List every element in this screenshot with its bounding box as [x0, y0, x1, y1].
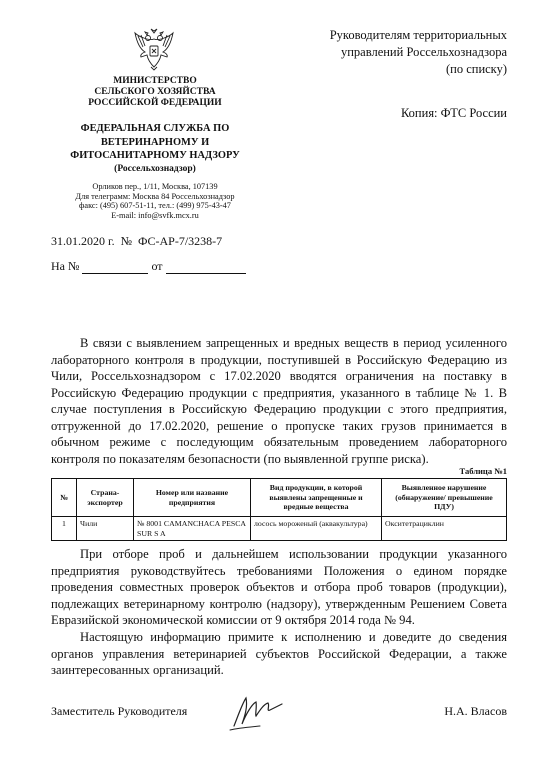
table-cell: 1: [52, 517, 77, 541]
handwritten-signature: [226, 686, 286, 736]
table-cell: Чили: [77, 517, 134, 541]
ministry-line: МИНИСТЕРСТВО: [113, 76, 197, 86]
reference-line: [51, 259, 246, 274]
recipient-line: управлений Россельхознадзора: [340, 45, 507, 59]
reference-number-blank: [82, 262, 148, 274]
table-caption: Таблица №1: [459, 466, 507, 476]
coat-of-arms-emblem: [133, 27, 175, 71]
service-line: ФИТОСАНИТАРНОМУ НАДЗОРУ: [70, 150, 240, 161]
signer-position: Заместитель Руководителя: [51, 704, 188, 718]
table-cell: лосось мороженый (аквакультура): [251, 517, 382, 541]
table-row: [52, 517, 507, 541]
column-header: Номер или название предприятия: [134, 479, 251, 517]
service-short-name: (Россельхознадзор): [114, 163, 196, 174]
service-block: [56, 122, 254, 176]
address-line: факс: (495) 607-51-11, тел.: (499) 975-43-47: [79, 201, 231, 211]
paragraph-instructions: Настоящую информацию примите к исполнению и доведите до сведения органов управления ветеринарией субъектов Российской Федерации, а также заинтересованных организаций.: [51, 630, 507, 677]
table-header-row: [52, 479, 507, 517]
reference-date-blank: [166, 262, 246, 274]
address-line: Для телеграмм: Москва 84 Россельхознадзор: [75, 191, 235, 201]
ministry-line: СЕЛЬСКОГО ХОЗЯЙСТВА: [94, 87, 216, 97]
email-line: E-mail: info@svfk.mcx.ru: [111, 210, 199, 220]
address-block: [56, 182, 254, 220]
column-header: Страна-экспортер: [77, 479, 134, 517]
document-date-number: 31.01.2020 г. № ФС-АР-7/3238-7: [51, 234, 223, 248]
service-line: ФЕДЕРАЛЬНАЯ СЛУЖБА ПО: [80, 123, 230, 134]
paragraph-restrictions: В связи с выявлением запрещенных и вредных веществ в период усиленного лабораторного контроля в продукции, поступившей в Российскую Федерацию из Чили, Россельхознадзором с 17.02.2020 вводятся ограничения на поставку в Российскую Федерацию продукции с предприятия, указанного в таблице № 1. В случае поступления в Российскую Федерацию продукции с этого предприятия, отгруженной до 17.02.2020, решение о пропуске таких грузов принимается в обычном режиме с последующим обязательным проведением лабораторного контроля по показателям безопасности (по выявленной группе риска).: [51, 336, 507, 466]
recipient-block: [290, 27, 507, 78]
paragraph-sampling: При отборе проб и дальнейшем использовании продукции указанного предприятия руководствуйтесь требованиями Положения о едином порядке проведения совместных проверок объектов и отбора проб товаров (продукции), подлежащих ветеринарному контролю (надзору), утвержденным Решением Совета Евразийской экономической комиссии от 9 октября 2014 года № 94.: [51, 547, 507, 627]
column-header: Вид продукции, в которой выявлены запрещенные и вредные вещества: [251, 479, 382, 517]
signer-name: Н.А. Власов: [444, 704, 507, 718]
table-cell: Окситетрациклин: [382, 517, 507, 541]
reference-from: от: [151, 259, 163, 273]
address-line: Орликов пер., 1/11, Москва, 107139: [92, 182, 218, 191]
recipient-line: Руководителям территориальных: [329, 28, 507, 42]
ministry-line: РОССИЙСКОЙ ФЕДЕРАЦИИ: [88, 98, 222, 108]
table-cell: № 8001 CAMANCHACA PESCA SUR S A: [134, 517, 251, 541]
recipient-line: (по списку): [445, 62, 507, 76]
service-line: ВЕТЕРИНАРНОМУ И: [100, 136, 210, 148]
reference-prefix: На №: [51, 259, 80, 273]
ministry-block: [82, 76, 228, 109]
restrictions-table: [51, 478, 507, 541]
column-header: №: [52, 479, 77, 517]
column-header: Выявленное нарушение (обнаружение/ превышение ПДУ): [382, 479, 507, 517]
copy-recipient: Копия: ФТС России: [400, 106, 507, 120]
